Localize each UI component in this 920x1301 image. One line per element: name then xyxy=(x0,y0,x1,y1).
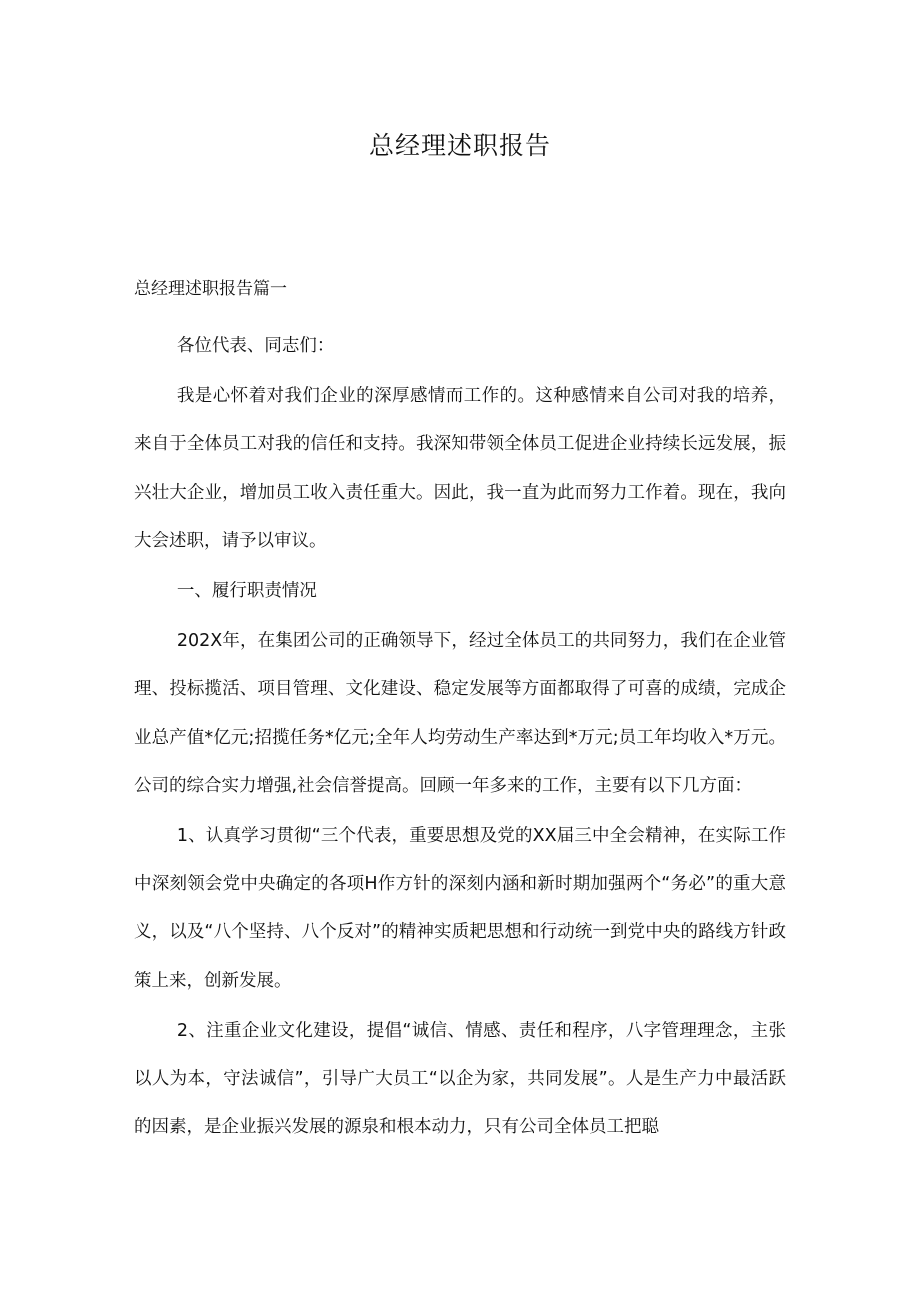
paragraph-intro: 我是心怀着对我们企业的深厚感情而工作的。这种感情来自公司对我的培养，来自于全体员工对我的信任和支持。我深知带领全体员工促进企业持续长远发展，振兴壮大企业，增加员工收入责任重大。因此，我一直为此而努力工作着。现在，我向大会述职，请予以审议。 xyxy=(134,386,786,551)
section-heading: 总经理述职报告篇一 xyxy=(134,279,287,299)
paragraph-point-1: 1、认真学习贯彻“三个代表，重要思想及党的XX届三中全会精神，在实际工作中深刻领会党中央确定的各项H作方针的深刻内涵和新时期加强两个“务必”的重大意义，以及“八个坚持、八个反对”的精神实质耙思想和行动统一到党中央的路线方针政策上来，创新发展。 xyxy=(134,826,786,991)
paragraph-salutation: 各位代表、同志们： xyxy=(176,336,335,356)
document-body xyxy=(134,322,786,1153)
paragraph-subheading: 一、履行职责情况 xyxy=(176,581,317,602)
paragraph-results: 202X年，在集团公司的正确领导下，经过全体员工的共同努力，我们在企业管理、投标揽活、项目管理、文化建设、稳定发展等方面都取得了可喜的成绩，完成企业总产值*亿元;招揽任务*亿元;全年人均劳动生产率达到*万元;员工年均收入*万元。公司的综合实力增强,社会信誉提高。回顾一年多来的工作，主要有以下几方面： xyxy=(134,631,786,796)
document-title: 总经理述职报告 xyxy=(368,131,551,160)
paragraph-point-2: 2、注重企业文化建设，提倡“诚信、情感、责任和程序，八字管理理念，主张以人为本，守法诚信”，引导广大员工“以企为家，共同发展”。人是生产力中最活跃的因素，是企业振兴发展的源泉和根本动力，只有公司全体员工把聪 xyxy=(134,1020,786,1138)
